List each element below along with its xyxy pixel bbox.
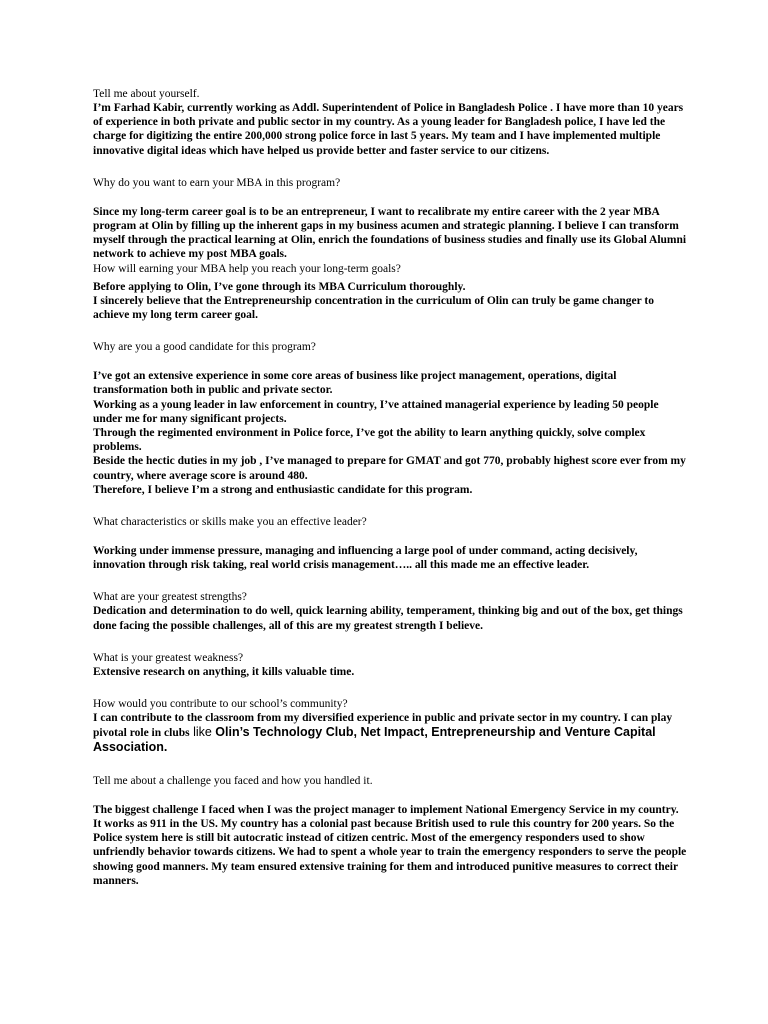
answer-good-candidate [93, 369, 687, 497]
answer-paragraph: Through the regimented environment in Police force, I’ve got the ability to learn anything quickly, solve complex problems. [93, 427, 646, 454]
answer-clubs-text: Olin’s Technology Club, Net Impact, Entrepreneurship and Venture Capital Association. [93, 725, 656, 755]
question-good-candidate: Why are you a good candidate for this program? [93, 341, 316, 354]
answer-paragraph: I’ve got an extensive experience in some core areas of business like project management, operations, digital transformation both in public and private sector. [93, 370, 617, 397]
answer-paragraph: Working under immense pressure, managing and influencing a large pool of under command, acting decisively, innovation through risk taking, real world crisis management….. all this made me an effective leader. [93, 545, 638, 572]
answer-text: I can contribute to the classroom from my diversified experience in public and private sector in my country. I can play pivotal role in clubs [93, 712, 673, 740]
answer-effective-leader [93, 544, 687, 572]
answer-paragraph: The biggest challenge I faced when I was the project manager to implement National Emergency Service in my country. It works as 911 in the US. My country has a colonial past because British used to rule this country for 200 years. So the Police system here is still bit autocratic instead of citizen centric. Most of the emergency responders used to show unfriendly behavior towards citizens. We had to spent a whole year to train the emergency responders to serve the people showing good manners. My team ensured extensive training for them and introduced punitive measures to correct their manners. [93, 803, 687, 887]
answer-paragraph: Extensive research on anything, it kills valuable time. [93, 665, 355, 678]
answer-long-term-goals [93, 280, 687, 323]
question-effective-leader: What characteristics or skills make you an effective leader? [93, 516, 367, 529]
document-page [93, 87, 687, 888]
question-about-yourself: Tell me about yourself. [93, 88, 200, 100]
answer-about-yourself [93, 101, 687, 158]
question-greatest-weakness: What is your greatest weakness? [93, 651, 244, 664]
answer-paragraph: Since my long-term career goal is to be an entrepreneur, I want to recalibrate my entire career with the 2 year MBA program at Olin by filling up the inherent gaps in my business acumen and strategic planning. I believe I can transform myself through the practical learning at Olin, enrich the foundations of business studies and finally use its Global Alumni network to achieve my post MBA goals. [93, 205, 687, 261]
question-greatest-strengths: What are your greatest strengths? [93, 591, 247, 604]
answer-paragraph: I’m Farhad Kabir, currently working as Addl. Superintendent of Police in Bangladesh Police . I have more than 10 years of experience in both private and public sector in my country. As a young leader for Bangladesh police, I have led the charge for digitizing the entire 200,000 strong police force in last 5 years. My team and I have implemented multiple innovative digital ideas which have helped us provide better and faster service to our citizens. [93, 102, 684, 157]
question-school-community: How would you contribute to our school’s community? [93, 698, 348, 711]
answer-school-community [93, 711, 687, 756]
answer-paragraph: I sincerely believe that the Entrepreneurship concentration in the curriculum of Olin can truly be game changer to achieve my long term career goal. [93, 294, 655, 322]
answer-paragraph [93, 711, 687, 756]
answer-why-mba [93, 205, 687, 262]
question-why-mba: Why do you want to earn your MBA in this program? [93, 176, 341, 189]
answer-greatest-strengths [93, 604, 687, 632]
answer-paragraph: Dedication and determination to do well, quick learning ability, temperament, thinking big and out of the box, get things done facing the possible challenges, all of this are my greatest strength I believe. [93, 605, 683, 632]
answer-paragraph: Beside the hectic duties in my job , I’ve managed to prepare for GMAT and got 770, probably highest score ever from my country, where average score is around 480. [93, 455, 686, 482]
answer-greatest-weakness [93, 665, 687, 679]
answer-paragraph: Working as a young leader in law enforcement in country, I’ve attained managerial experience by leading 50 people under me for many significant projects. [93, 398, 659, 425]
question-long-term-goals: How will earning your MBA help you reach your long-term goals? [93, 262, 401, 275]
question-challenge: Tell me about a challenge you faced and how you handled it. [93, 774, 373, 787]
answer-challenge [93, 803, 687, 888]
answer-like-text: like [189, 725, 216, 740]
answer-paragraph: Therefore, I believe I’m a strong and enthusiastic candidate for this program. [93, 483, 473, 496]
answer-paragraph: Before applying to Olin, I’ve gone through its MBA Curriculum thoroughly. [93, 280, 466, 293]
